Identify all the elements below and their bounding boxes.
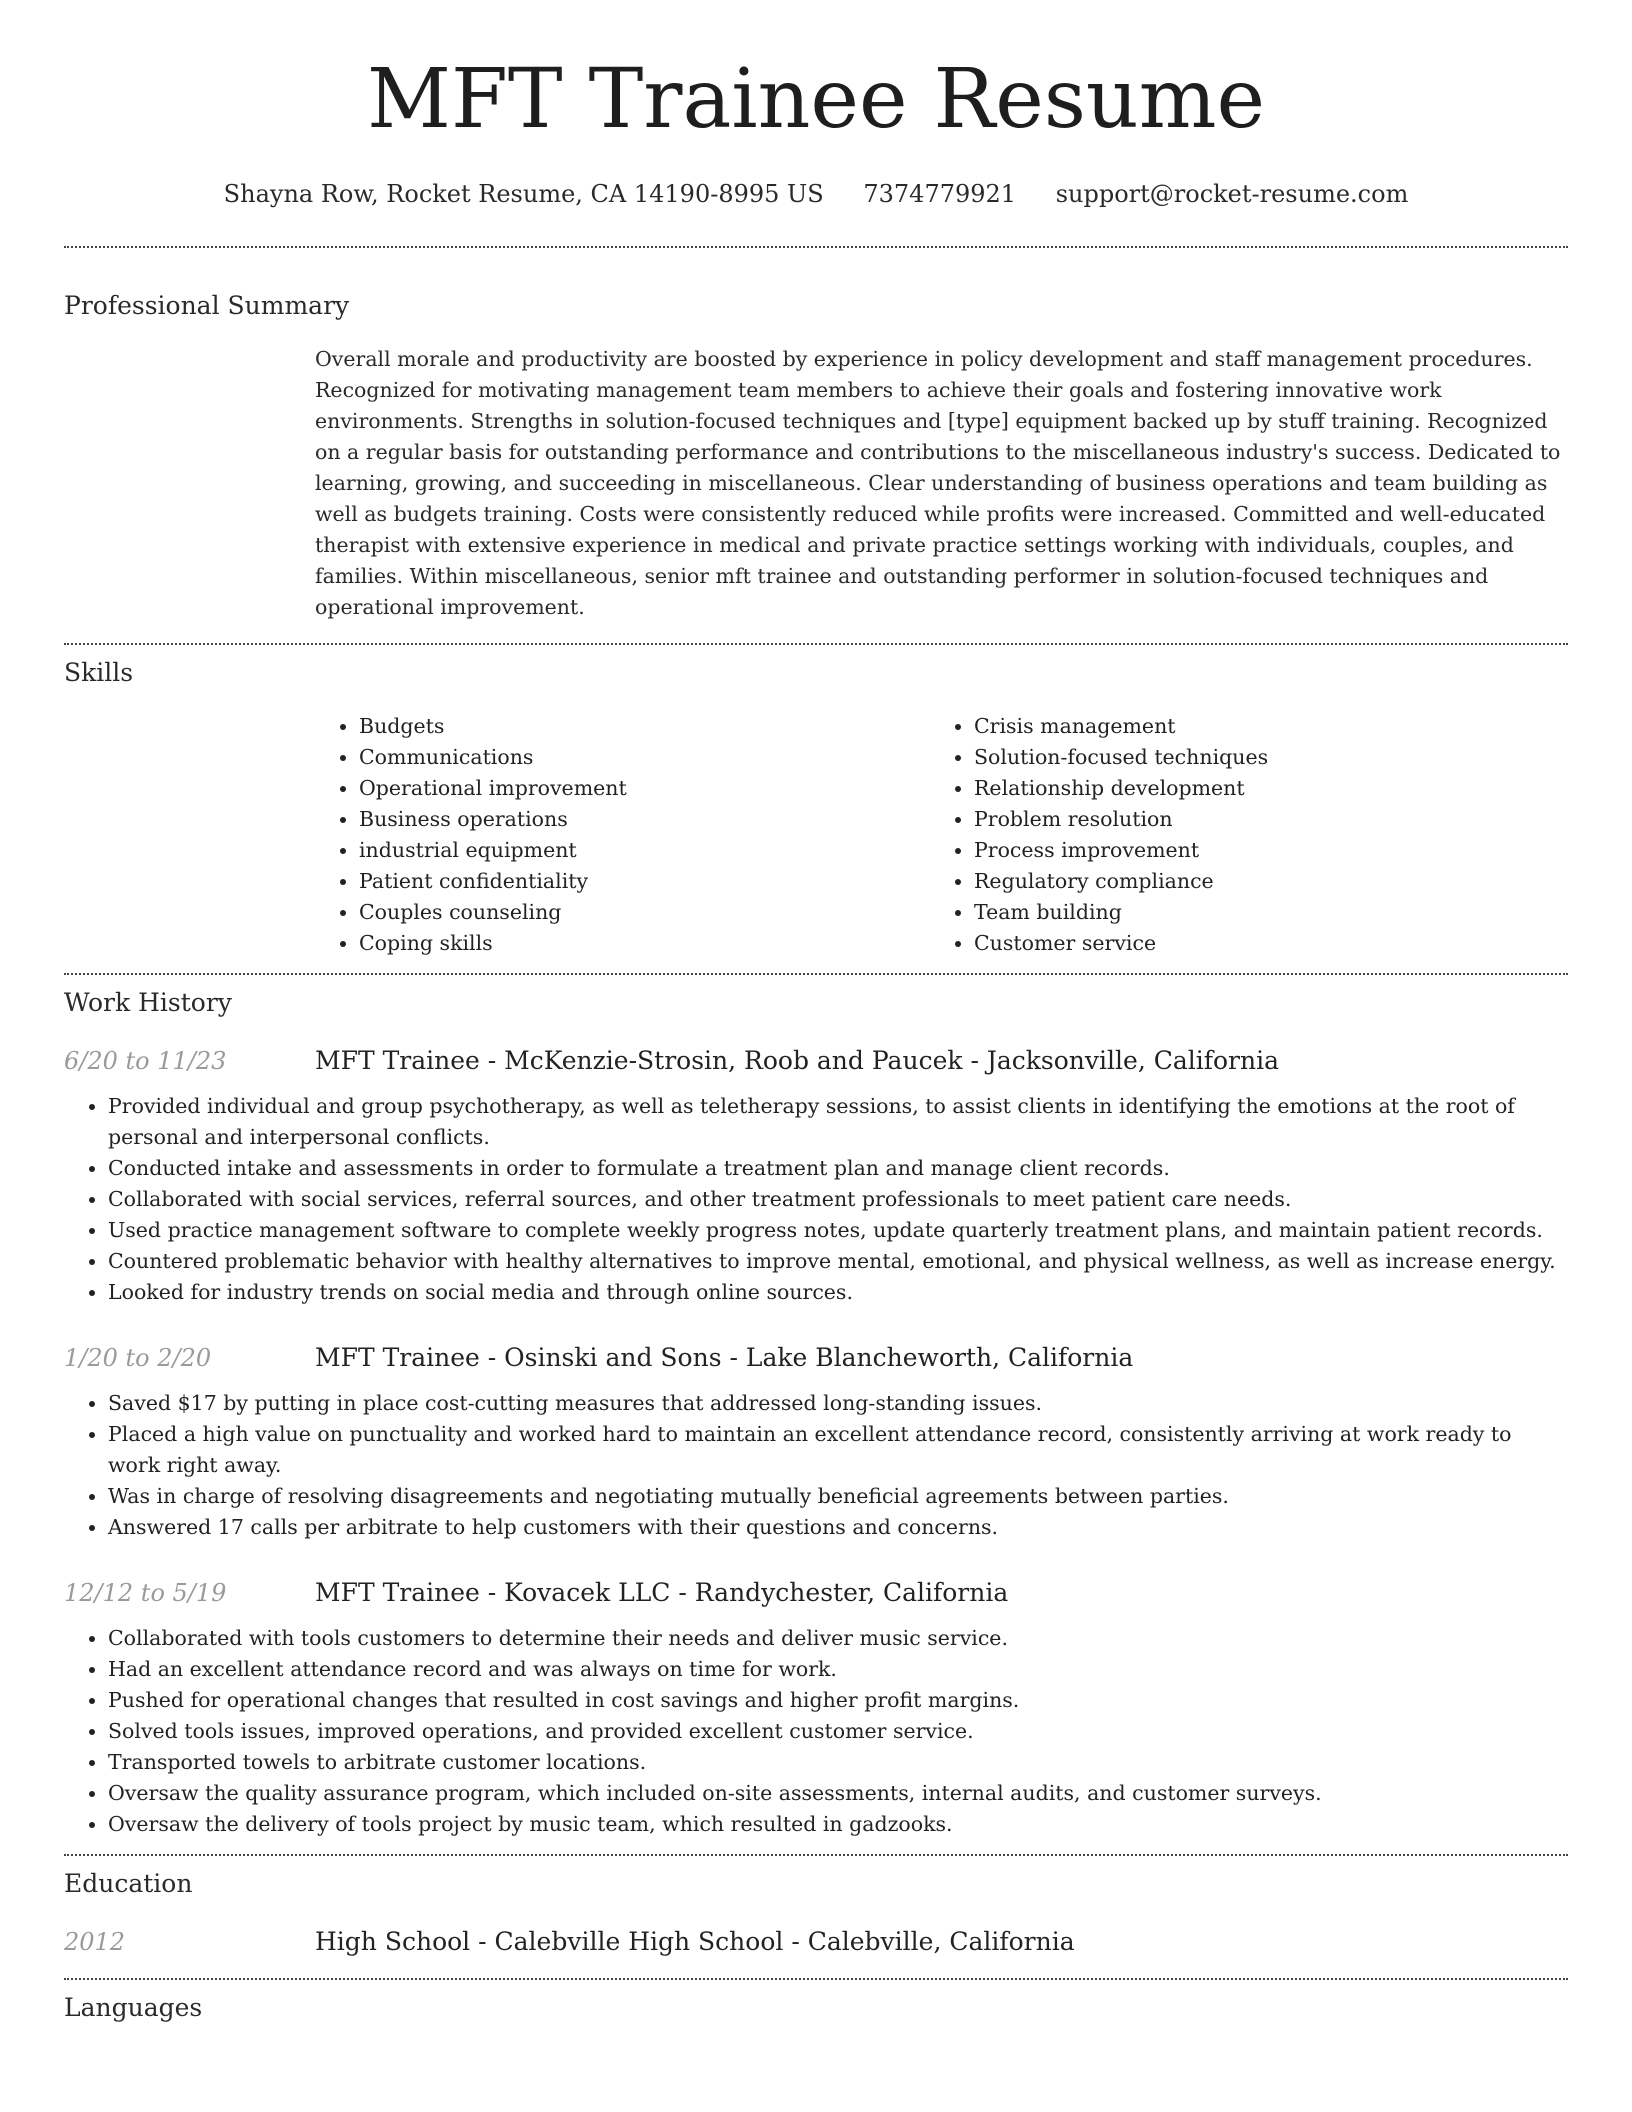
job-title: MFT Trainee - Osinski and Sons - Lake Blancheworth, California — [315, 1343, 1134, 1372]
skill-item: • Budgets — [359, 711, 930, 742]
job-bullet: • Transported towels to arbitrate customer locations. — [108, 1747, 1568, 1778]
job-bullet: • Oversaw the delivery of tools project by music team, which resulted in gadzooks. — [108, 1809, 1568, 1840]
job-bullet: • Oversaw the quality assurance program, which included on-site assessments, internal audits, and customer surveys. — [108, 1778, 1568, 1809]
job-entry — [64, 1045, 1568, 1308]
page-title: MFT Trainee Resume — [367, 52, 1265, 147]
skill-item: • Communications — [359, 742, 930, 773]
job-header — [64, 1342, 1568, 1374]
education-section — [64, 1868, 1568, 1958]
job-bullet: • Used practice management software to complete weekly progress notes, update quarterly treatment plans, and maintain patient records. — [108, 1215, 1568, 1246]
job-bullet: • Was in charge of resolving disagreements and negotiating mutually beneficial agreements between parties. — [108, 1481, 1568, 1512]
work-history-heading: Work History — [64, 988, 232, 1017]
skills-column-2 — [930, 711, 1268, 959]
job-bullets — [64, 1623, 1568, 1840]
job-bullet: • Collaborated with tools customers to determine their needs and deliver music service. — [108, 1623, 1568, 1654]
education-dates: 2012 — [64, 1928, 126, 1956]
job-bullet: • Placed a high value on punctuality and worked hard to maintain an excellent attendance record, consistently arriving at work ready to work right away. — [108, 1419, 1568, 1481]
skills-column-1 — [315, 711, 930, 959]
work-history-section — [64, 987, 1568, 1840]
skill-item: • Problem resolution — [974, 804, 1268, 835]
skill-item: • Operational improvement — [359, 773, 930, 804]
skill-item: • Process improvement — [974, 835, 1268, 866]
job-bullet: • Saved $17 by putting in place cost-cutting measures that addressed long-standing issues. — [108, 1388, 1568, 1419]
languages-section — [64, 1992, 1568, 2024]
job-title: MFT Trainee - Kovacek LLC - Randychester, California — [315, 1578, 1009, 1607]
education-entry — [64, 1926, 1568, 1958]
skill-item: • industrial equipment — [359, 835, 930, 866]
job-bullet: • Countered problematic behavior with healthy alternatives to improve mental, emotional, and physical wellness, as well as increase energy. — [108, 1246, 1568, 1277]
divider — [64, 1978, 1568, 1980]
skill-item: • Relationship development — [974, 773, 1268, 804]
summary-section — [64, 290, 1568, 623]
job-title: MFT Trainee - McKenzie-Strosin, Roob and Paucek - Jacksonville, California — [315, 1046, 1279, 1075]
job-bullet: • Looked for industry trends on social media and through online sources. — [108, 1277, 1568, 1308]
skill-item: • Coping skills — [359, 928, 930, 959]
resume-page — [64, 0, 1568, 2024]
contact-phone: 7374779921 — [863, 180, 1017, 208]
divider — [64, 246, 1568, 248]
skill-item: • Regulatory compliance — [974, 866, 1268, 897]
summary-text: Overall morale and productivity are boosted by experience in policy development and staff management procedures. Recognized for motivating management team members to achieve their goals and fostering innovative work environments. Strengths in solution-focused techniques and [type] equipment backed up by stuff training. Recognized on a regular basis for outstanding performance and contributions to the miscellaneous industry's success. Dedicated to learning, growing, and succeeding in miscellaneous. Clear understanding of business operations and team building as well as budgets training. Costs were consistently reduced while profits were increased. Committed and well-educated therapist with extensive experience in medical and private practice settings working with individuals, couples, and families. Within miscellaneous, senior mft trainee and outstanding performer in solution-focused techniques and operational improvement. — [315, 347, 1561, 619]
job-header — [64, 1577, 1568, 1609]
contact-email: support@rocket-resume.com — [1055, 180, 1409, 208]
skill-item: • Team building — [974, 897, 1268, 928]
job-bullets — [64, 1388, 1568, 1543]
job-bullet: • Collaborated with social services, referral sources, and other treatment professionals to meet patient care needs. — [108, 1184, 1568, 1215]
job-header — [64, 1045, 1568, 1077]
contact-line — [64, 178, 1568, 210]
skill-item: • Crisis management — [974, 711, 1268, 742]
skills-section — [64, 657, 1568, 959]
job-dates: 6/20 to 11/23 — [64, 1047, 227, 1075]
divider — [64, 973, 1568, 975]
skill-item: • Business operations — [359, 804, 930, 835]
job-bullet: • Pushed for operational changes that resulted in cost savings and higher profit margins. — [108, 1685, 1568, 1716]
job-entry — [64, 1342, 1568, 1543]
job-bullet: • Provided individual and group psychotherapy, as well as teletherapy sessions, to assist clients in identifying the emotions at the root of personal and interpersonal conflicts. — [108, 1091, 1568, 1153]
skill-item: • Customer service — [974, 928, 1268, 959]
divider — [64, 643, 1568, 645]
job-bullet: • Answered 17 calls per arbitrate to help customers with their questions and concerns. — [108, 1512, 1568, 1543]
job-bullet: • Conducted intake and assessments in order to formulate a treatment plan and manage client records. — [108, 1153, 1568, 1184]
summary-heading: Professional Summary — [64, 291, 350, 320]
skills-list — [315, 711, 1568, 959]
job-entry — [64, 1577, 1568, 1840]
languages-heading: Languages — [64, 1993, 203, 2022]
job-dates: 1/20 to 2/20 — [64, 1344, 212, 1372]
education-heading: Education — [64, 1869, 193, 1898]
contact-address: Shayna Row, Rocket Resume, CA 14190-8995 US — [223, 180, 824, 208]
job-bullet: • Solved tools issues, improved operations, and provided excellent customer service. — [108, 1716, 1568, 1747]
job-bullet: • Had an excellent attendance record and was always on time for work. — [108, 1654, 1568, 1685]
divider — [64, 1854, 1568, 1856]
job-dates: 12/12 to 5/19 — [64, 1579, 227, 1607]
skill-item: • Couples counseling — [359, 897, 930, 928]
job-bullets — [64, 1091, 1568, 1308]
education-title: High School - Calebville High School - Calebville, California — [315, 1927, 1075, 1956]
skill-item: • Patient confidentiality — [359, 866, 930, 897]
skills-heading: Skills — [64, 658, 134, 687]
skill-item: • Solution-focused techniques — [974, 742, 1268, 773]
